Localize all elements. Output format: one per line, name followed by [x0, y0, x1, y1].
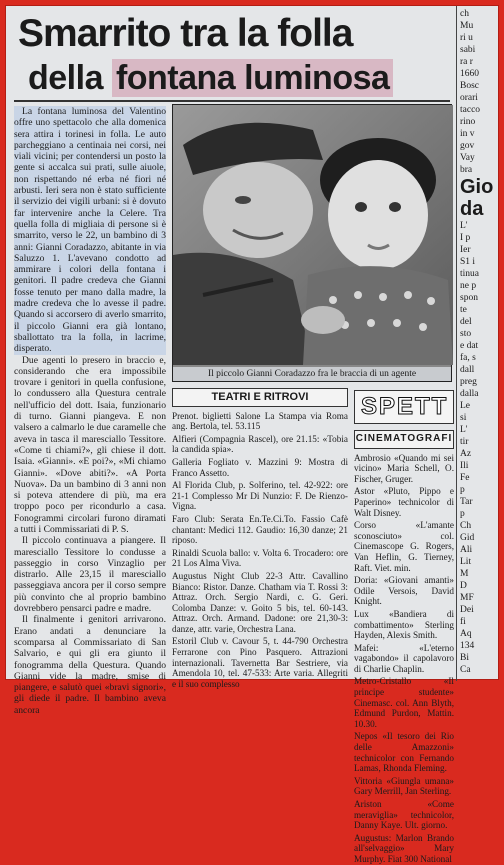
adjacent-column-bottom [460, 400, 500, 676]
cinema-entry: Vittoria «Giungla umana» Gary Merrill, Jan Sterling. [354, 775, 454, 797]
listing-entry: Estoril Club v. Cavour 5, t. 44-790 Orchestra Ferrarone con Pino Pasquero. Attrazioni internazionali. Tavernetta Bar Sestriere, via Amendola 10, tel. 47-533: Arte varia. Allegriti e il suo complesso [172, 636, 348, 689]
article-body [14, 106, 166, 716]
fragment-line: Ch [460, 521, 472, 531]
photo-caption: Il piccolo Gianni Coradazzo fra le braccia di un agente [173, 367, 451, 381]
fragment-line: L' [460, 425, 468, 435]
fragment-line: tinua [460, 269, 479, 279]
article-paragraph: Il finalmente i genitori arrivarono. Erano andati a denunciare la scomparsa al Commissariato di San Salvario, e qui gli era giunto il fonogramma della Questura. Quando Gianni vide la madre, smise di piangere, e salutò quei «bravi signori», gli diede il padre. Il bambino aveva ancora [14, 614, 166, 716]
fragment-line: 134 [460, 641, 475, 651]
fragment-line: Bosc [460, 81, 479, 91]
fragment-line: D [460, 581, 467, 591]
cinema-entry: Nepos «Il tesoro dei Rio delle Amazzoni» technicolor con Fernando Lamas, Rhonda Fleming. [354, 731, 454, 774]
fragment-line: p [460, 485, 465, 495]
fragment-line: Aq [460, 629, 472, 639]
adjacent-column-headline [460, 176, 500, 220]
article-paragraph: Il piccolo continuava a piangere. Il maresciallo Tessitore lo condusse a passeggio in corso Vinzaglio per distrarlo. Alle 23,15 il maresciallo passeggiava ancora per il corso sempre più convinto che al proprio bambino dovrebbero pensarci padre e madre. [14, 535, 166, 615]
listing-entry: Augustus Night Club 22-3 Attr. Cavallino Bianco: Ristor. Danze. Chatham via T. Rossi 3: Attraz. Orch. Sergio Nardi, c. G. Geri. Colomba Danze: v. Goito 5 bis, tel. 60-143. Attraz. Orch. Armand. Dadone: ore 21,30-3: danze, attr. varie, Orchestra Lana. [172, 570, 348, 634]
fragment-line: Ca [460, 665, 471, 675]
adjacent-column-fragment [456, 6, 500, 681]
fragment-line: Le [460, 401, 471, 411]
spettacoli-banner-text: SPETT [361, 393, 449, 420]
fragment-line: preg [460, 377, 477, 387]
cinema-entry: Ariston «Come meraviglia» technicolor, Danny Kaye. Ult. giorno. [354, 799, 454, 831]
cinema-entry: Metro-Cristallo «Il principe studente» Cinemasc. col. Ann Blyth, Edmund Purdon, Mattin. 10.30. [354, 676, 454, 729]
fragment-line: e dat [460, 341, 479, 351]
theatre-header: TEATRI E RITROVI [172, 388, 348, 407]
fragment-line: 1660 [460, 69, 479, 79]
fragment-line: Tar [460, 497, 473, 507]
fragment-line: Vay [460, 153, 475, 163]
fragment-line: bra [460, 165, 473, 175]
cinema-entry: Lux «Bandiera di combattimento» Sterling Hayden, Alexis Smith. [354, 608, 454, 641]
fragment-line: S1 i [460, 257, 476, 267]
fragment-line: Dei [460, 605, 474, 615]
listing-entry: Galleria Fogliato v. Mazzini 9: Mostra di Franco Assetto. [172, 456, 348, 478]
fragment-line: rino [460, 117, 476, 127]
listing-entry: Rinaldi Scuola ballo: v. Volta 6. Trocadero: ore 21 Los Alma Viva. [172, 547, 348, 569]
fragment-line: Ili [460, 461, 469, 471]
photo-image [173, 105, 453, 365]
cinema-entry: Mafei: «L'eterno vagabondo» il capolavoro di Charlie Chaplin. [354, 642, 454, 674]
fragment-line: orari [460, 93, 478, 103]
fragment-line: p [460, 509, 465, 519]
headline-line-2-prefix: della [28, 59, 103, 97]
article-paragraph: Due agenti lo presero in braccio e, considerando che era impossibile trovare i genitori in quella confusione, lo condussero alla Questura centrale nell'ufficio del dott. Isaia, funzionario di turno. Gianni piangeva. E non valsero a calmarlo le due caramelle che aveva in tasca il maresciallo Tessitore. «Come ti chiami?», gli chiese il dott. Isaia. «Gianni». «E poi?», «Mi chiamo Gianni». «Dove abiti?». «A Porta Nuova». Da un bambino di 3 anni non si poteva attendere di più, ma era troppo poco per ricondurlo a casa. Fonogrammi circolari furono diramati a tutti i Commissariati di P. S. [14, 354, 166, 535]
fragment-line: fi [460, 617, 466, 627]
newspaper-page [5, 5, 499, 864]
fragment-line: MF [460, 593, 474, 603]
cinema-entry: Doria: «Giovani amanti» Odile Versois, David Knight. [354, 575, 454, 607]
fragment-line: si [460, 413, 467, 423]
cinema-entry: Ambrosio «Quando mi sei vicino» Maria Schell, O. Fischer, Gruger. [354, 452, 454, 484]
fragment-line: te [460, 305, 467, 315]
headline-line-1: Smarrito tra la folla [18, 12, 353, 55]
fragment-line: L' [460, 221, 468, 231]
listing-entry: Prenot. biglietti Salone La Stampa via Roma ang. Bertola, tel. 53.115 [172, 410, 348, 432]
fragment-line: Gid [460, 533, 475, 543]
fragment-line: sabi [460, 45, 476, 55]
adjacent-column-middle [460, 220, 500, 400]
fragment-line: del [460, 317, 472, 327]
cinema-entry: Corso «L'amante sconosciuto» col. Cinemascope G. Rogers, Van Heflin, G. Tierney, Raft. Viet. min. [354, 520, 454, 573]
fragment-line: ne p [460, 281, 477, 291]
fragment-line: dalla [460, 389, 479, 399]
headline-line-2 [28, 59, 393, 97]
fragment-line: ra r [460, 57, 473, 67]
spettacoli-banner [354, 390, 454, 424]
listing-entry: Al Florida Club, p. Solferino, tel. 42-922: ore 21-1 Complesso Mr Di Nunzio: F. De Rienzo-Vigna. [172, 480, 348, 512]
fragment-line: ri u [460, 33, 473, 43]
cinema-header: CINEMATOGRAFI [354, 430, 454, 449]
fragment-line: fa, s [460, 353, 476, 363]
fragment-line: Mu [460, 21, 474, 31]
fragment-line: da [460, 198, 484, 220]
fragment-line: tir [460, 437, 469, 447]
listing-entry: Alfieri (Compagnia Rascel), ore 21.15: «Tobia la candida spia». [172, 433, 348, 455]
news-photo [172, 104, 452, 382]
fragment-line: Bi [460, 653, 469, 663]
fragment-line: Fe [460, 473, 470, 483]
fragment-line: tacco [460, 105, 481, 115]
cinema-entry: Augustus: Marlon Brando all'selvaggio» Mary Murphy. Fiat 300 National [354, 832, 454, 864]
fragment-line: Lit [460, 557, 472, 567]
fragment-line: M [460, 569, 469, 579]
fragment-line: dall [460, 365, 475, 375]
fragment-line: ch [460, 9, 469, 19]
fragment-line: in v [460, 129, 475, 139]
fragment-line: I p [460, 233, 471, 243]
fragment-line: sto [460, 329, 472, 339]
headline-rule [14, 100, 450, 102]
headline-highlight: fontana luminosa [112, 59, 393, 97]
fragment-line: Ali [460, 545, 473, 555]
article-paragraph: La fontana luminosa del Valentino offre uno spettacolo che alla domenica sera attira i torinesi in folla. Le auto parcheggiano a centinaia nei corsi, nei viali vicini; per contendersi un posto la gente si accalca sui prati, sulle aiuole, non rispettando né erba né fiori né arbusti. Ieri sera non è stato sufficiente il servizio dei vigili urbani: si è dovuto far intervenire anche la Celere. Tra quella folla di migliaia di persone si è smarrito, verso le 22, un bambino di 3 anni: Gianni Coradazzo, abitante in via Saluzzo 1. L'avevano condotto ad ammirare i colori della fontana i genitori. Il padre credeva che Gianni fosse tenuto per mano dalla madre, la madre credeva che lo avesse il padre. Quando si accorsero di averlo smarrito, il piccolo Gianni era già lontano, sballottato tra la folla, in lacrime, disperato. [14, 106, 166, 355]
adjacent-column-top [460, 8, 500, 176]
fragment-line: spon [460, 293, 478, 303]
listing-entry: Faro Club: Serata En.Te.Ci.To. Fassio Cafè chantant: Medici 112. Gaudio: 16,30 danze; 21 riposo. [172, 513, 348, 546]
fragment-line: Gio [460, 176, 494, 198]
theatre-listings [172, 388, 348, 689]
cinema-entry: Astor «Pluto, Pippo e Paperino» technicolor di Walt Disney. [354, 486, 454, 518]
fragment-line: Ier [460, 245, 471, 255]
fragment-line: Az [460, 449, 472, 459]
cinema-listings [354, 430, 454, 864]
fragment-line: gov [460, 141, 475, 151]
